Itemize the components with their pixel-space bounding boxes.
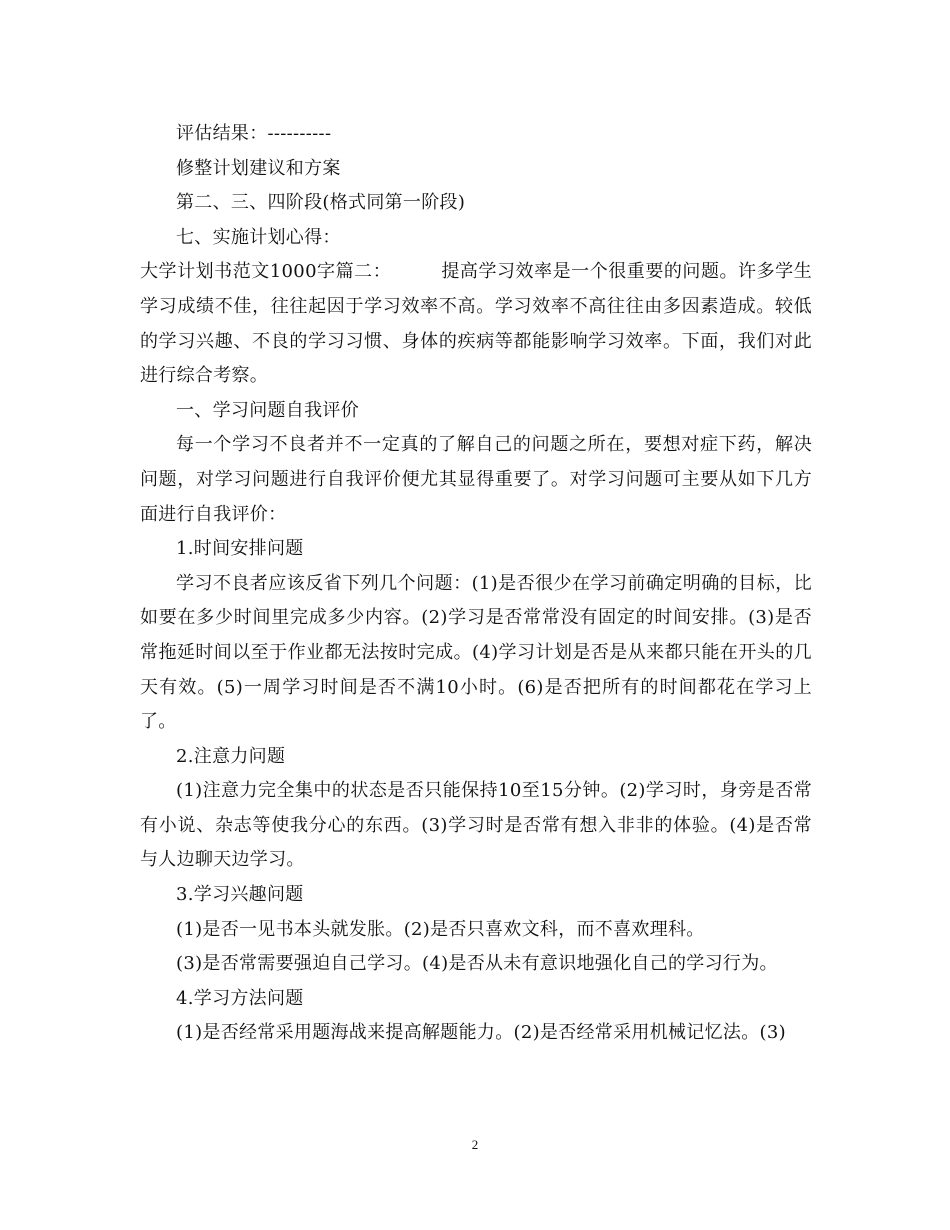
- paragraph-method: (1)是否经常采用题海战来提高解题能力。(2)是否经常采用机械记忆法。(3): [176, 1022, 786, 1044]
- heading-method: 4.学习方法问题: [176, 987, 304, 1009]
- paragraph-time-arrangement: 学习不良者应该反省下列几个问题：(1)是否很少在学习前确定明确的目标，比如要在多少时间里完成多少内容。(2)学习是否常常没有固定的时间安排。(3)是否常拖延时间以至于作业都无法按时完成。(4)学习计划是否是从来都只能在开头的几天有效。(5)一周学习时间是否不满10小时。(6)是否把所有的时间都花在学习上了。: [140, 572, 812, 733]
- paragraph-revise-plan: 修整计划建议和方案: [176, 157, 341, 179]
- heading-time-arrangement: 1.时间安排问题: [176, 538, 304, 560]
- paragraph-essay-two-intro: 大学计划书范文1000字篇二： 提高学习效率是一个很重要的问题。许多学生学习成绩不佳，往往起因于学习效率不高。学习效率不高往往由多因素造成。较低的学习兴趣、不良的学习习惯、身体的疾病等都能影响学习效率。下面，我们对此进行综合考察。: [140, 261, 812, 387]
- heading-attention: 2.注意力问题: [176, 745, 286, 767]
- paragraph-self-evaluation: 每一个学习不良者并不一定真的了解自己的问题之所在，要想对症下药，解决问题，对学习问题进行自我评价便尤其显得重要了。对学习问题可主要从如下几方面进行自我评价：: [140, 434, 812, 525]
- heading-interest: 3.学习兴趣问题: [176, 884, 304, 906]
- paragraph-evaluation-result: 评估结果：----------: [176, 123, 332, 144]
- paragraph-interest-1: (1)是否一见书本头就发胀。(2)是否只喜欢文科，而不喜欢理科。: [176, 918, 705, 940]
- heading-self-evaluation: 一、学习问题自我评价: [176, 399, 359, 421]
- paragraph-interest-2: (3)是否常需要强迫自己学习。(4)是否从未有意识地强化自己的学习行为。: [176, 953, 778, 975]
- page-number: 2: [471, 1137, 479, 1152]
- paragraph-stages: 第二、三、四阶段(格式同第一阶段): [176, 192, 466, 214]
- paragraph-attention: (1)注意力完全集中的状态是否只能保持10至15分钟。(2)学习时，身旁是否常有小说、杂志等使我分心的东西。(3)学习时是否常有想入非非的体验。(4)是否常与人边聊天边学习。: [140, 780, 812, 871]
- document-body: [140, 117, 812, 1051]
- heading-implementation-notes: 七、实施计划心得：: [176, 226, 341, 248]
